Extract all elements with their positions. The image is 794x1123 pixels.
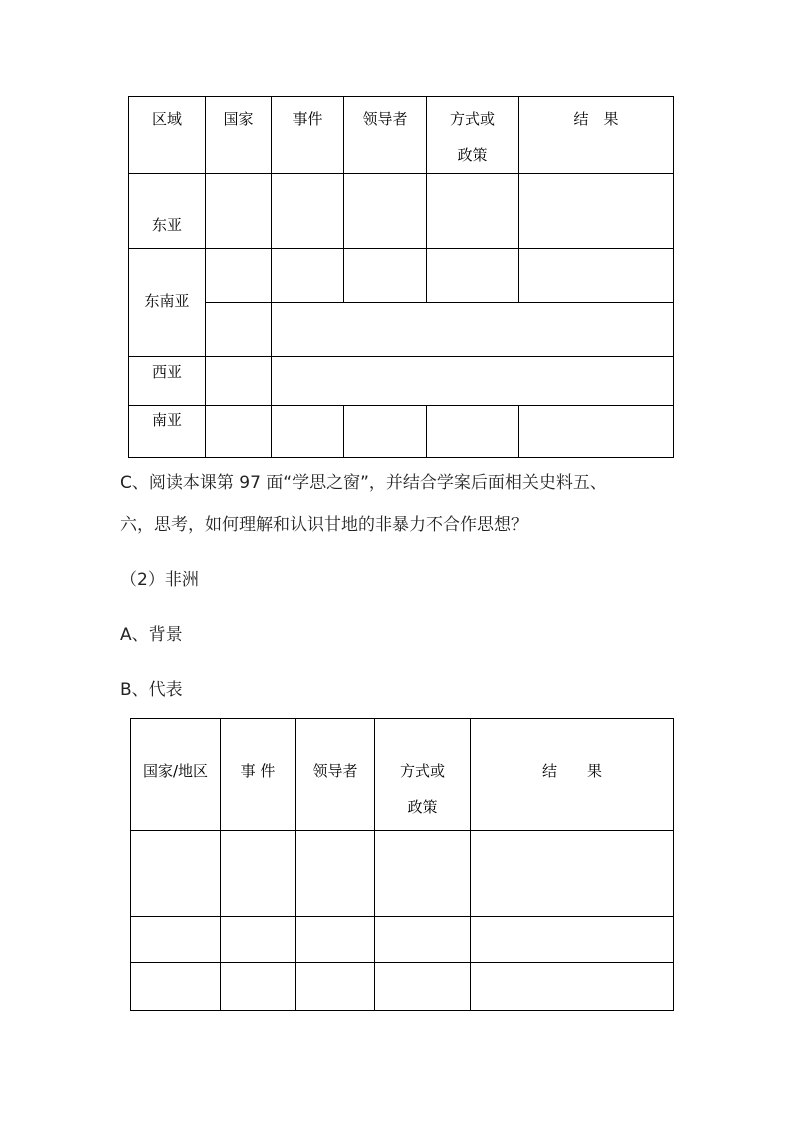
africa-movement-table: [130, 718, 674, 1011]
header-method-line2: 政策: [457, 146, 488, 164]
header-method-line1: 方式或: [399, 762, 445, 780]
table-cell: [427, 406, 519, 458]
header-country-region: 国家/地区: [131, 719, 221, 831]
table-cell: [206, 249, 272, 303]
table-cell: [471, 831, 674, 917]
table-cell-merged: [272, 303, 674, 357]
header-event: 事件: [272, 97, 344, 174]
table-cell: [375, 963, 471, 1011]
table-cell: [344, 249, 427, 303]
header-method: [375, 719, 471, 831]
table-cell: [206, 406, 272, 458]
table-cell: [296, 831, 375, 917]
table-cell: [221, 831, 296, 917]
table-cell: [519, 249, 674, 303]
header-event: 事 件: [221, 719, 296, 831]
table-cell: [206, 174, 272, 249]
header-result: 结 果: [519, 97, 674, 174]
table-cell-merged: [272, 357, 674, 406]
header-leader: 领导者: [296, 719, 375, 831]
table-cell: [272, 406, 344, 458]
table-cell: [206, 357, 272, 406]
table-cell: [471, 963, 674, 1011]
header-result: 结 果: [471, 719, 674, 831]
region-east-asia: 东亚: [129, 174, 206, 249]
table-cell: [296, 917, 375, 963]
region-south-asia: 南亚: [129, 406, 206, 458]
section-africa-heading: （2）非洲: [120, 570, 199, 590]
table-cell: [375, 831, 471, 917]
table-cell: [272, 174, 344, 249]
header-country: 国家: [206, 97, 272, 174]
region-southeast-asia: 东南亚: [129, 249, 206, 357]
table-cell: [471, 917, 674, 963]
table-cell: [131, 917, 221, 963]
question-c-line2: 六，思考，如何理解和认识甘地的非暴力不合作思想？: [120, 515, 528, 535]
header-method-line1: 方式或: [449, 110, 495, 128]
table-cell: [344, 406, 427, 458]
table-cell: [221, 917, 296, 963]
table-cell: [427, 174, 519, 249]
header-region: 区域: [129, 97, 206, 174]
table-cell: [206, 303, 272, 357]
table-cell: [344, 174, 427, 249]
table-cell: [519, 174, 674, 249]
table-cell: [131, 963, 221, 1011]
asia-movement-table: [128, 96, 674, 458]
table-cell: [272, 249, 344, 303]
question-c-line1: C、阅读本课第 97 面“学思之窗”，并结合学案后面相关史料五、: [120, 473, 607, 493]
table-cell: [427, 249, 519, 303]
table-cell: [296, 963, 375, 1011]
item-background: A、背景: [120, 625, 183, 645]
region-west-asia: 西亚: [129, 357, 206, 406]
table-cell: [131, 831, 221, 917]
header-method-line2: 政策: [407, 798, 438, 816]
table-cell: [519, 406, 674, 458]
table-cell: [375, 917, 471, 963]
header-leader: 领导者: [344, 97, 427, 174]
header-method: [427, 97, 519, 174]
table-cell: [221, 963, 296, 1011]
item-representatives: B、代表: [120, 680, 183, 700]
